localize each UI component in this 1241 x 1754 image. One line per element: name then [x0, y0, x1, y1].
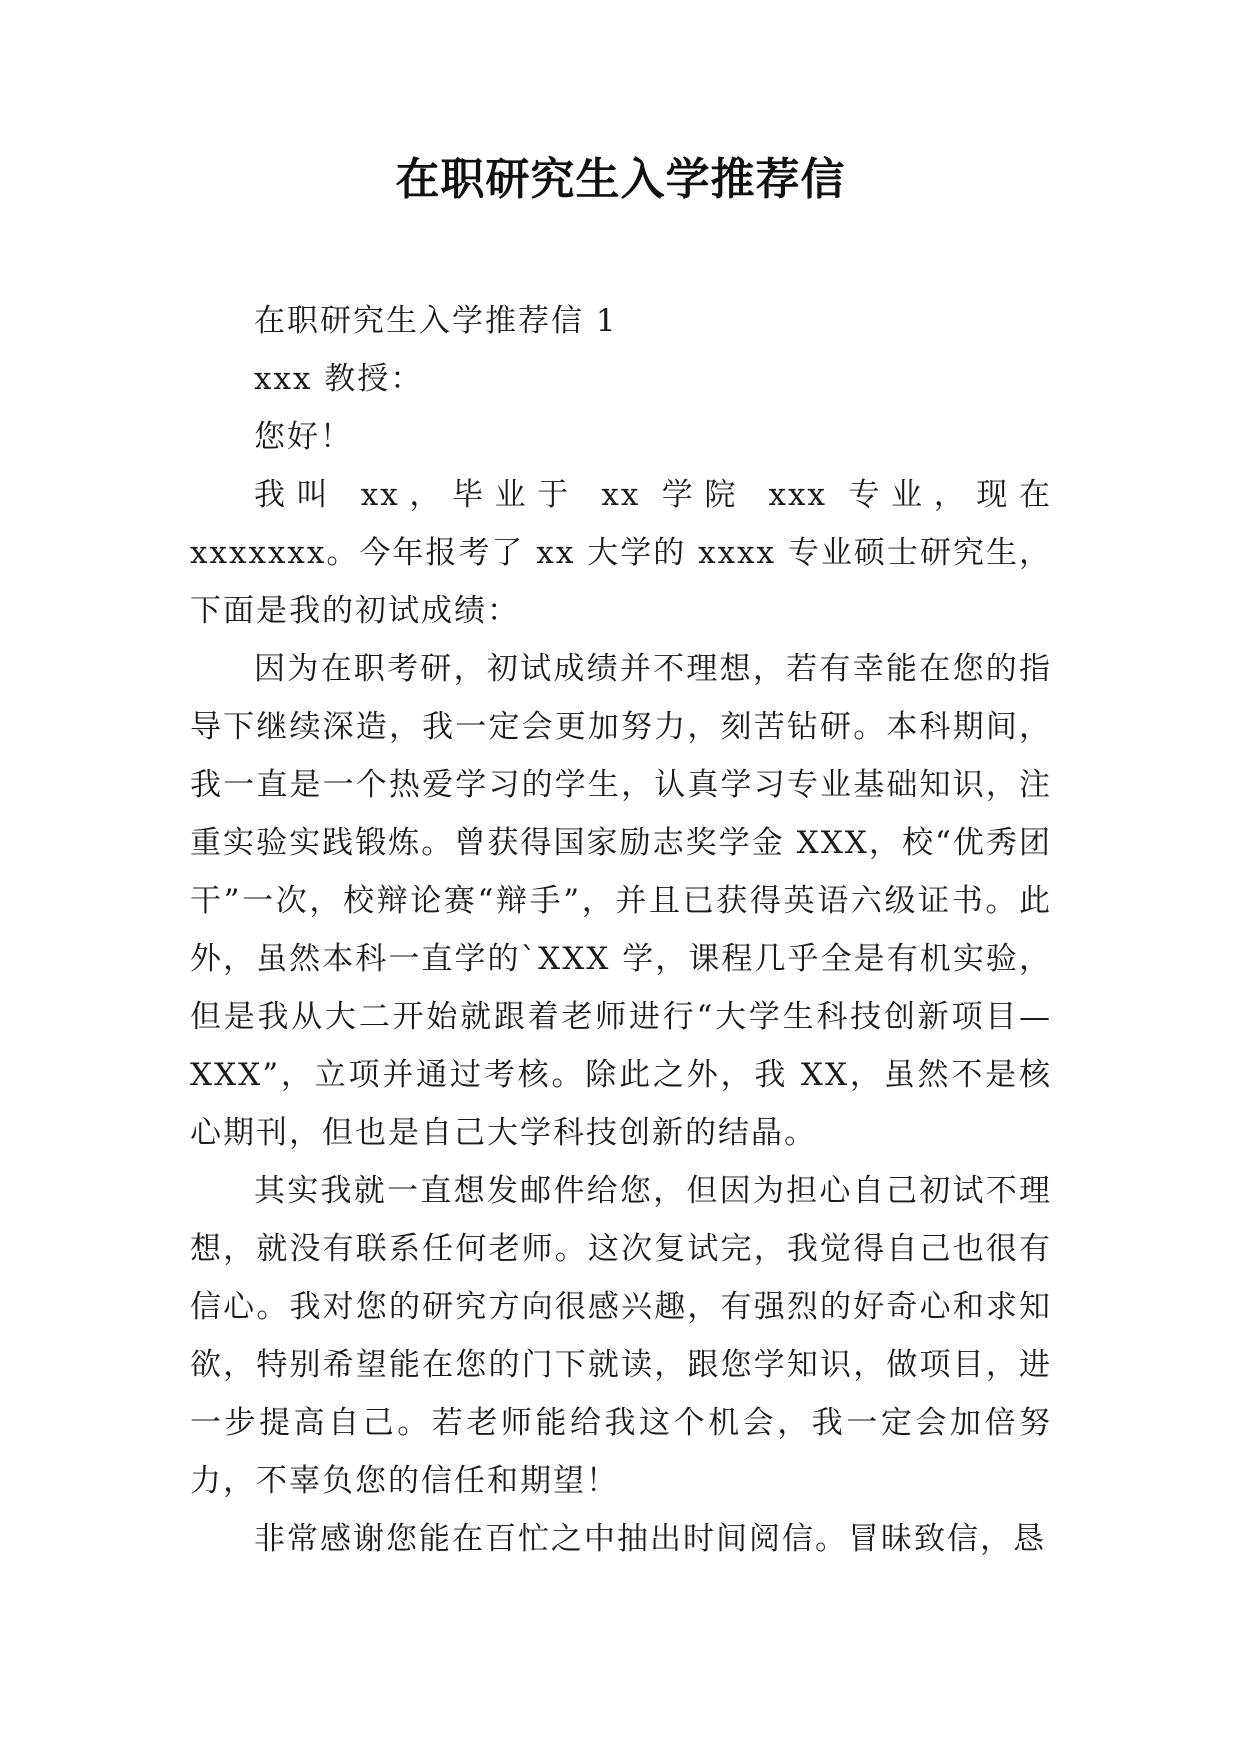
- salutation: xxx 教授：: [254, 361, 424, 397]
- letter-heading: 在职研究生入学推荐信 1: [254, 303, 618, 339]
- letter-body: [190, 292, 1052, 1568]
- paragraph-motivation: 其实我就一直想发邮件给您，但因为担心自己初试不理想，就没有联系任何老师。这次复试完，我觉得自己也很有信心。我对您的研究方向很感兴趣，有强烈的好奇心和求知欲，特别希望能在您的门下就读，跟您学知识，做项目，进一步提高自己。若老师能给我这个机会，我一定会加倍努力，不辜负您的信任和期望！: [190, 1173, 1052, 1499]
- paragraph-background: 因为在职考研，初试成绩并不理想，若有幸能在您的指导下继续深造，我一定会更加努力，刻苦钻研。本科期间，我一直是一个热爱学习的学生，认真学习专业基础知识，注重实验实践锻炼。曾获得国家励志奖学金 XXX，校“优秀团干”一次，校辩论赛“辩手”，并且已获得英语六级证书。此外，虽然本科一直学的`XXX 学，课程几乎全是有机实验，但是我从大二开始就跟着老师进行“大学生科技创新项目—XXX”，立项并通过考核。除此之外，我 XX，虽然不是核心期刊，但也是自己大学科技创新的结晶。: [190, 651, 1052, 1151]
- document-title: 在职研究生入学推荐信: [395, 154, 846, 205]
- greeting: 您好！: [254, 419, 353, 455]
- paragraph-introduction: 我叫 xx，毕业于 xx 学院 xxx 专业，现在 xxxxxxx。今年报考了 xx 大学的 xxxx 专业硕士研究生，下面是我的初试成绩：: [190, 477, 1052, 629]
- paragraph-closing: 非常感谢您能在百忙之中抽出时间阅信。冒昧致信，恳: [254, 1521, 1046, 1557]
